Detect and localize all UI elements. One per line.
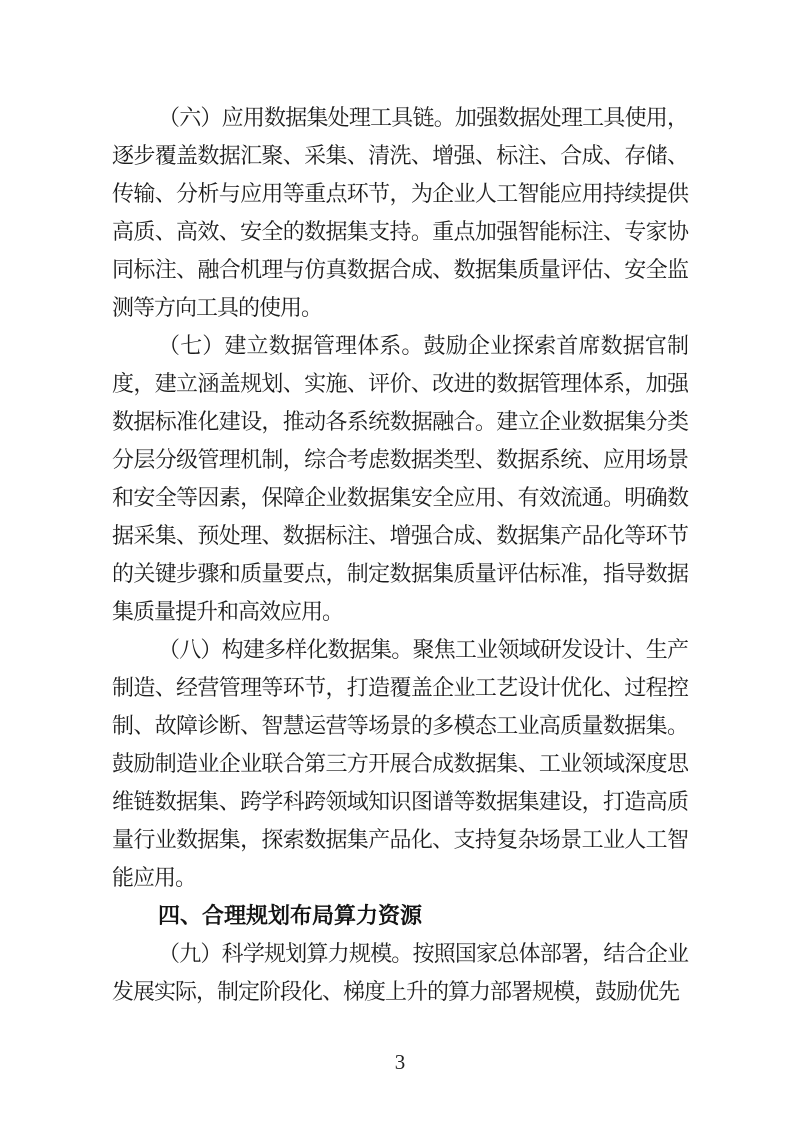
paragraph-item-6: （六）应用数据集处理工具链。加强数据处理工具使用，逐步覆盖数据汇聚、采集、清洗、增强、标注、合成、存储、传输、分析与应用等重点环节，为企业人工智能应用持续提供高质、高效、安全的数据集支持。重点加强智能标注、专家协同标注、融合机理与仿真数据合成、数据集质量评估、安全监测等方向工具的使用。 (112, 105, 688, 320)
paragraph-item-8: （八）构建多样化数据集。聚焦工业领域研发设计、生产制造、经营管理等环节，打造覆盖企业工艺设计优化、过程控制、故障诊断、智慧运营等场景的多模态工业高质量数据集。鼓励制造业企业联合第三方开展合成数据集、工业领域深度思维链数据集、跨学科跨领域知识图谱等数据集建设，打造高质量行业数据集，探索数据集产品化、支持复杂场景工业人工智能应用。 (112, 637, 688, 890)
paragraph-item-9: （九）科学规划算力规模。按照国家总体部署，结合企业发展实际，制定阶段化、梯度上升的算力部署规模，鼓励优先 (112, 941, 688, 1004)
paragraph-item-7: （七）建立数据管理体系。鼓励企业探索首席数据官制度，建立涵盖规划、实施、评价、改进的数据管理体系，加强数据标准化建设，推动各系统数据融合。建立企业数据集分类分层分级管理机制，综合考虑数据类型、数据系统、应用场景和安全等因素，保障企业数据集安全应用、有效流通。明确数据采集、预处理、数据标注、增强合成、数据集产品化等环节的关键步骤和质量要点，制定数据集质量评估标准，指导数据集质量提升和高效应用。 (112, 333, 688, 624)
section-heading-4: 四、合理规划布局算力资源 (158, 903, 423, 928)
document-body (112, 99, 688, 1011)
page-number: 3 (394, 1050, 406, 1074)
